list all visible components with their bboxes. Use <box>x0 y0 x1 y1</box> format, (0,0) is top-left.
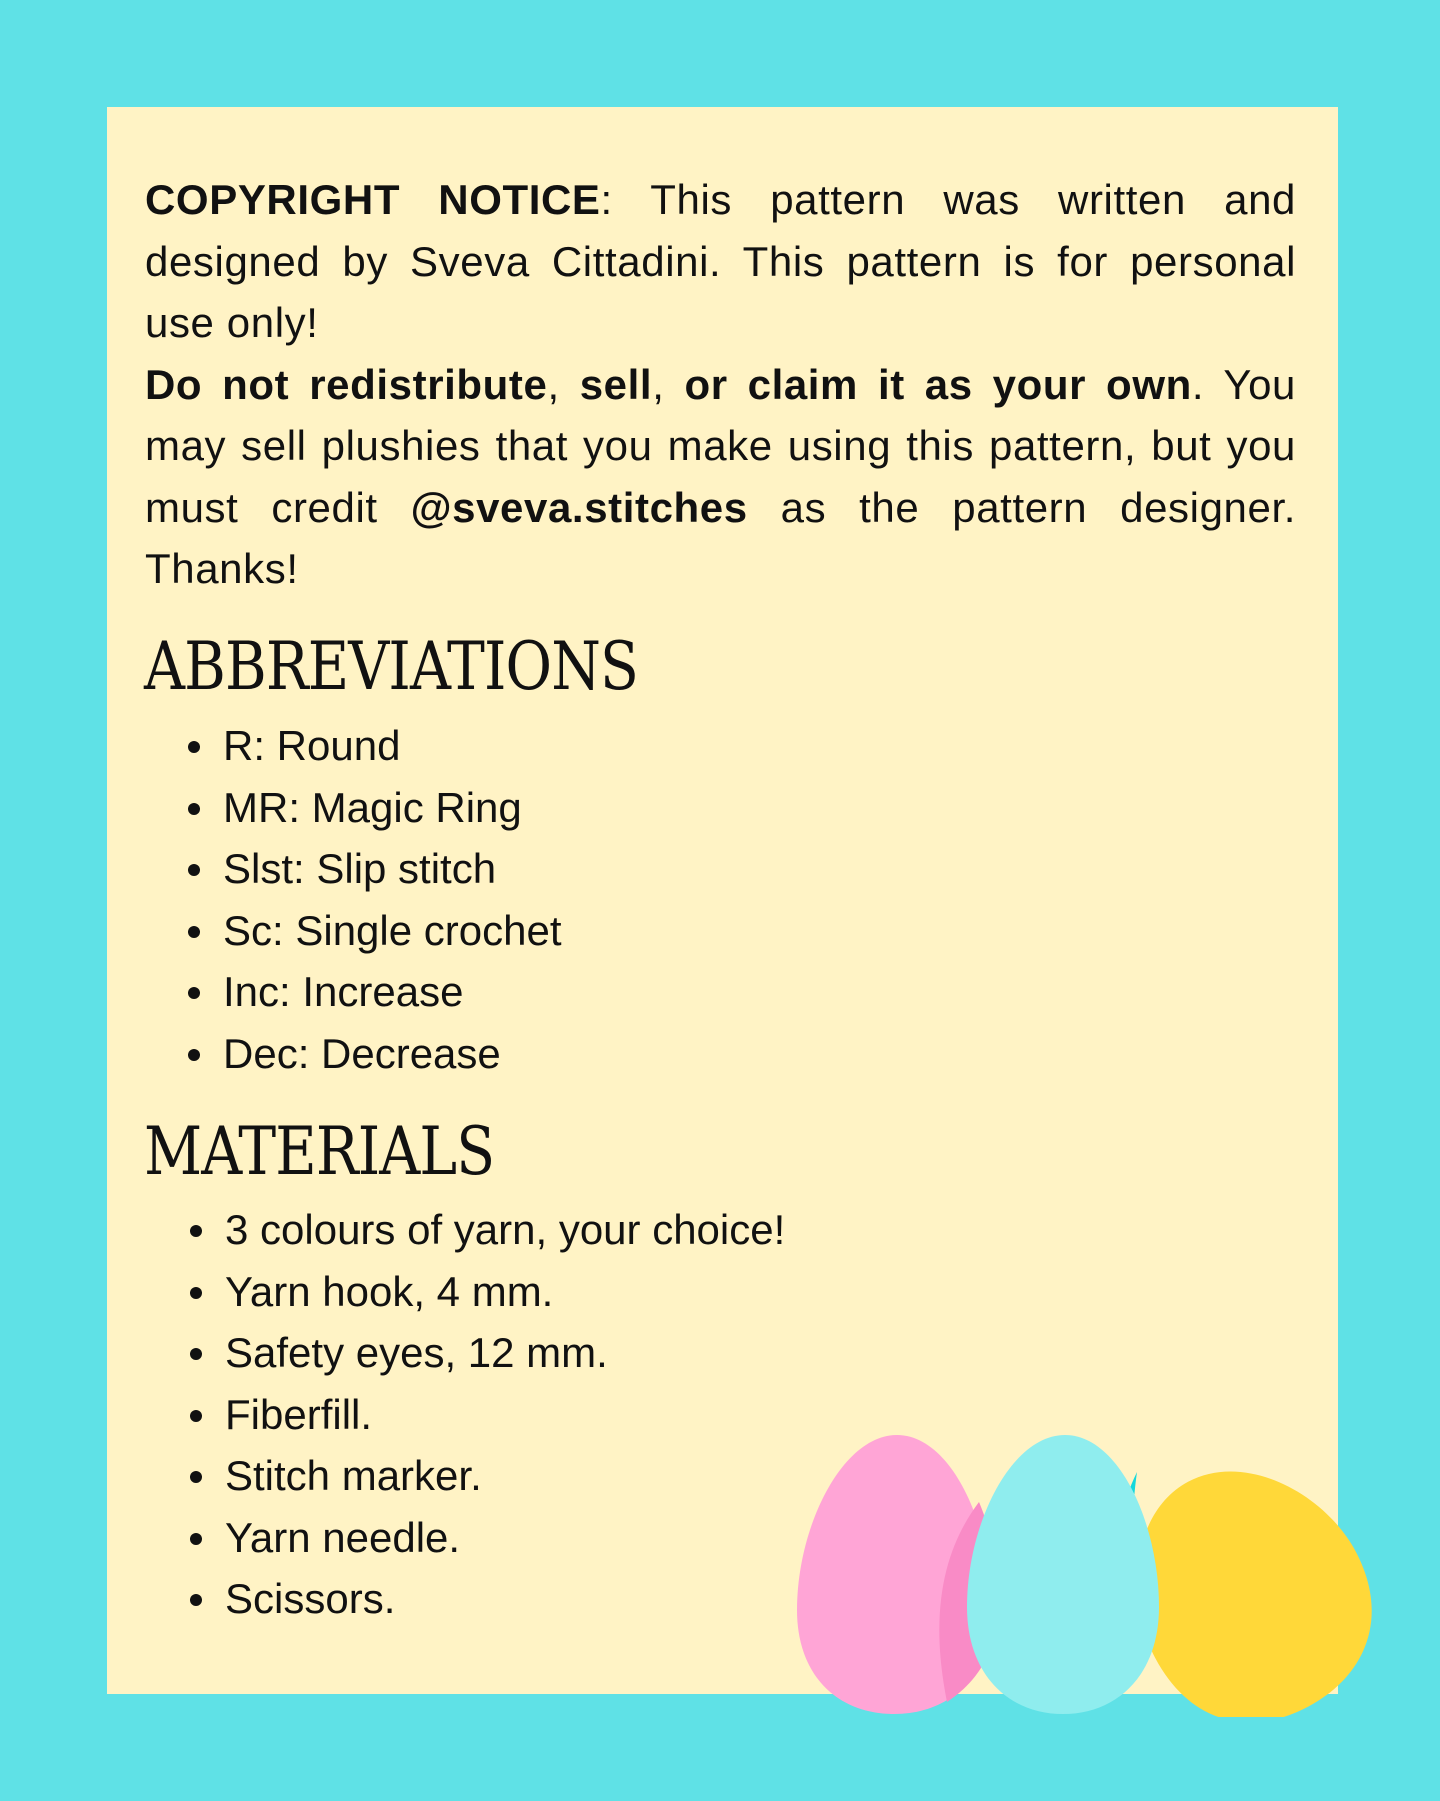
list-item <box>107 715 562 777</box>
list-item <box>107 900 562 962</box>
bullet-icon <box>190 1410 202 1422</box>
bullet-icon <box>190 1594 202 1606</box>
notice-heading: COPYRIGHT NOTICE <box>145 176 601 223</box>
notice-separator: , <box>652 360 685 408</box>
abbreviation-text: Slst: Slip stitch <box>223 845 497 892</box>
material-text: Scissors. <box>225 1575 396 1622</box>
pink-egg-icon <box>797 1435 997 1714</box>
bullet-icon <box>190 1471 202 1483</box>
abbreviations-list <box>107 715 562 1084</box>
list-item <box>107 1322 785 1384</box>
list-item <box>107 961 562 1023</box>
designer-handle: @sveva.stitches <box>410 483 748 531</box>
blue-egg-icon <box>967 1435 1159 1714</box>
list-item <box>107 1261 785 1323</box>
abbreviation-text: R: Round <box>223 722 401 769</box>
material-text: 3 colours of yarn, your choice! <box>225 1206 786 1253</box>
list-item <box>107 1507 785 1569</box>
pattern-card <box>107 107 1338 1694</box>
bullet-icon <box>190 1225 202 1237</box>
material-text: Stitch marker. <box>225 1452 482 1499</box>
abbreviation-text: MR: Magic Ring <box>223 783 522 831</box>
list-item <box>107 1023 562 1085</box>
abbreviation-text: Sc: Single crochet <box>223 906 562 954</box>
materials-heading: MATERIALS <box>144 1113 495 1190</box>
easter-eggs-illustration <box>797 1432 1377 1717</box>
list-item <box>107 838 562 900</box>
abbreviations-heading: ABBREVIATIONS <box>144 628 639 705</box>
material-text: Safety eyes, 12 mm. <box>225 1329 608 1376</box>
material-text: Yarn hook, 4 mm. <box>225 1267 554 1315</box>
notice-separator: , <box>547 360 580 408</box>
notice-warning: sell <box>579 360 653 408</box>
copyright-notice <box>145 169 1296 600</box>
bullet-icon <box>188 803 200 815</box>
bullet-icon <box>188 1049 200 1061</box>
list-item <box>107 1199 785 1261</box>
notice-paragraph-2 <box>145 354 1296 600</box>
bullet-icon <box>190 1287 202 1299</box>
notice-warning: Do not redistribute <box>145 360 548 408</box>
list-item <box>107 1568 785 1630</box>
bullet-icon <box>188 926 200 938</box>
list-item <box>107 1445 785 1507</box>
bullet-icon <box>188 864 200 876</box>
list-item <box>107 777 562 839</box>
abbreviation-text: Inc: Increase <box>223 968 464 1015</box>
bullet-icon <box>188 987 200 999</box>
bullet-icon <box>188 741 200 753</box>
notice-text: : This pattern was written and designed by Sveva Cittadini. This pattern is for personal use only! <box>145 176 1296 346</box>
materials-list <box>107 1199 785 1630</box>
notice-text: . You may sell plushies that you make using this pattern, but you must credit <box>145 360 1296 531</box>
notice-text: as the pattern designer. Thanks! <box>145 483 1296 592</box>
bullet-icon <box>190 1348 202 1360</box>
material-text: Fiberfill. <box>225 1390 373 1438</box>
material-text: Yarn needle. <box>225 1513 461 1561</box>
notice-paragraph <box>145 169 1296 354</box>
bullet-icon <box>190 1533 202 1545</box>
abbreviation-text: Dec: Decrease <box>223 1029 501 1077</box>
list-item <box>107 1384 785 1446</box>
notice-warning: or claim it as your own <box>684 360 1192 408</box>
